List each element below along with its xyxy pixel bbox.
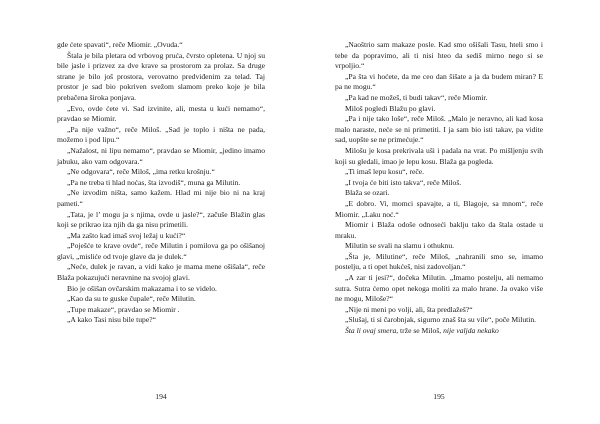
- italic-thought: nije valjda nekako: [443, 326, 499, 336]
- left-page-text: [57, 40, 265, 326]
- narration-text: trže se Miloš,: [398, 326, 444, 336]
- page-number: 194: [155, 392, 167, 401]
- paragraph: Blaža se ozari.: [345, 188, 390, 198]
- paragraph: „A kako Tasi nisu bile tupe?“: [67, 315, 156, 325]
- paragraph: „Pa ne treba ti hlad noćas, šta izvodiš“, muna ga Milutin.: [67, 177, 241, 187]
- paragraph: „Neće, dulek je ravan, a vidi kako je mama mene ošišala“, reče Blaža pokazujući neravnine na svojoj glavi.: [57, 262, 265, 283]
- paragraph: gde ćete spavati“, reče Miomir. „Ovuda.“: [57, 40, 183, 49]
- paragraph: Milutin se svali na slamu i othuknu.: [345, 241, 455, 251]
- paragraph: „Naoštrio sam makaze posle. Kad smo ošišali Tasu, hteli smo i tebe da popravimo, ali ti nisi hteo da sediš mirno nego si se vrpoljio.“: [335, 40, 543, 71]
- paragraph: „Ne odgovara“, reče Miloš, „ima retku krošnju.“: [67, 167, 215, 177]
- paragraph: „Tupe makaze“, pravdao se Miomir .: [67, 304, 180, 314]
- paragraph: „Ti imaš lepu kosu“, reče.: [345, 167, 425, 177]
- right-page: [300, 0, 600, 424]
- paragraph: „A zar ti jesi?“, dočeka Milutin. „Imamo postelju, ali nemamo sutra. Sutra ćemo opet nekoga moliti za malo hrane. Ja ovako više ne mogu, Miloše?“: [335, 273, 543, 304]
- paragraph: „Pa šta vi hoćete, da me ceo dan šišate a ja da budem miran? E pa ne mogu.“: [335, 71, 543, 92]
- paragraph: „E dobro. Vi, momci spavajte, a ti, Blagoje, sa mnom“, reče Miomir. „Laku noć.“: [335, 198, 543, 219]
- paragraph: Miloš pogledi Blažu po glavi.: [345, 103, 436, 113]
- paragraph: Milošu je kosa prekrivala uši i padala na vrat. Po mišljenju svih koji su gledali, imao je lepu kosu. Blaža ga pogleda.: [335, 145, 543, 166]
- paragraph: „Ne izvodim ništa, samo kažem. Hlad mi nije bio ni na kraj pameti.“: [57, 188, 265, 208]
- paragraph: „Pa kad ne možeš, ti budi takav“, reče Miomir.: [345, 92, 488, 102]
- paragraph: „I tvoja će biti isto takva“, reče Miloš.: [345, 177, 462, 187]
- paragraph: „Šta je, Milutine“, reče Miloš, „nahranili smo se, imamo postelju, a ti opet hukćeš, nisi zadovoljan.“: [335, 251, 543, 272]
- paragraph: „Slušaj, ti si čarobnjak, sigurno znaš šta su vile“, poče Milutin.: [345, 315, 537, 325]
- right-page-text: [335, 40, 543, 337]
- paragraph: „Kao da su te guske čupale“, reče Milutin.: [67, 294, 196, 304]
- italic-thought: Šta li ovaj smera,: [345, 326, 399, 336]
- paragraph: „Pa i nije tako loše“, reče Miloš. „Malo je neravno, ali kad kosa malo naraste, neće se ni primetiti. I ja sam bio isti takav, pa vidite sad, uopšte se ne primećuje.“: [335, 114, 543, 145]
- paragraph: Bio je ošišan ovčarskim makazama i to se videlo.: [67, 283, 217, 293]
- paragraph: „Evo, ovde ćete vi. Sad izvinite, ali, mesta u kući nemamo“, pravdao se Miomir.: [57, 103, 265, 124]
- paragraph: „Nažalost, ni lipu nemamo“, pravdao se Miomir, „jedino imamo jabuku, ako vam odgovara.“: [57, 145, 265, 166]
- paragraph: Štala je bila pletara od vrbovog pruća, čvrsto opletena. U njoj su bile jasle i prizvez za dve krave sa prostorom za prolaz. Sa druge strane je bilo još prostora, verovatno predviđenim za telad. Taj prostor je sad bio pokriven svežom slamom preko koje je bila prebačena široka ponjava.: [57, 50, 265, 102]
- paragraph: Miomir i Blaža odoše odnoseći baklju tako da štala ostade u mraku.: [335, 220, 543, 240]
- paragraph-last-line: [335, 326, 543, 337]
- page-number: 195: [433, 392, 445, 401]
- paragraph: „Ma zašto kad imaš svoj ležaj u kući?“: [67, 230, 186, 240]
- paragraph: „Nije ni meni po volji, ali, šta predlažeš?“: [345, 304, 473, 314]
- paragraph: „Poješće te krave ovde“, reče Milutin i pomilova ga po ošišanoj glavi, „misliće od tvoje glave da je dulek.“: [57, 241, 265, 261]
- paragraph: „Tata, je l’ mogu ja s njima, ovde u jasle?“, začuše Blažin glas koji se prikrao iza njih da ga nisu primetili.: [57, 209, 265, 230]
- paragraph: „Pa nije važno“, reče Miloš. „Sad je toplo i ništa ne pada, možemo i pod lipu.“: [57, 124, 265, 145]
